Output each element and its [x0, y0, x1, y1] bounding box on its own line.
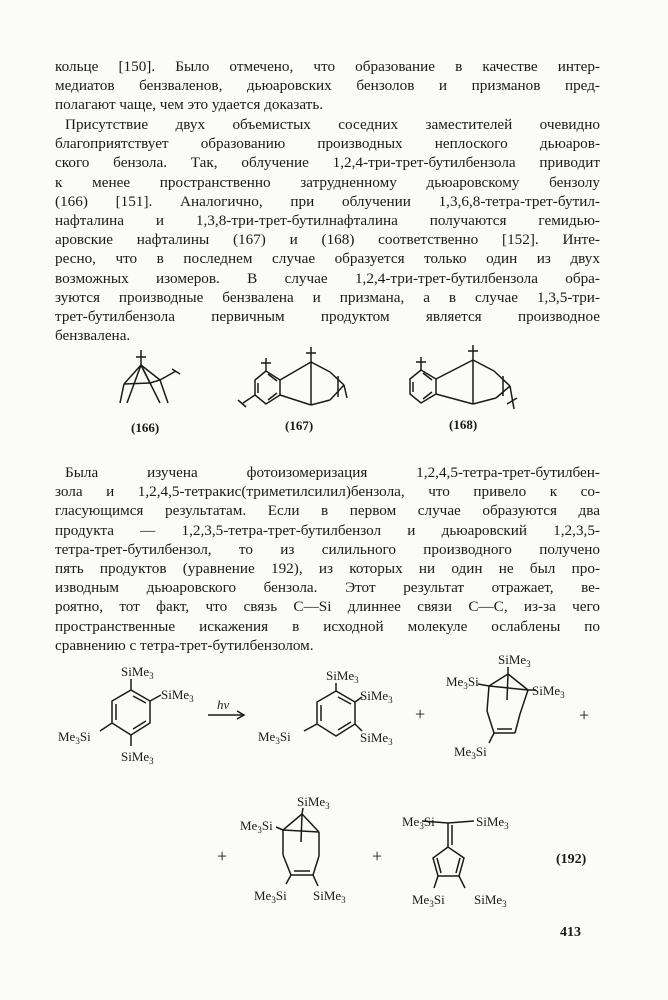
bond [100, 723, 112, 731]
text-line: ского бензола. Так, облучение 1,2,4-три-трет-бутилбензола приводит [55, 154, 600, 172]
p2-bottom-me3si: $Me_3Si$ [454, 744, 487, 761]
bond [510, 386, 514, 409]
text-line: гласующимся результатам. Если в первом случае образуются два [55, 502, 600, 520]
bond [437, 858, 441, 873]
p2-top-sime3: SiMe$_3$ [498, 652, 531, 669]
reactant-right-sime3: SiMe$_3$ [161, 687, 194, 704]
plus-4: + [372, 846, 383, 866]
bond [160, 380, 168, 403]
label-167: (167) [285, 418, 314, 433]
p3-left-me3si: $Me_3Si$ [240, 818, 273, 835]
bond [313, 875, 318, 886]
text-line: сравнению с тетра-трет-бутилбензолом. [55, 636, 314, 654]
text-line: роятно, тот факт, что связь C—Si длиннее связи C—C, из-за чего [55, 598, 600, 616]
p3-bottomleft-me3si: $Me_3Si$ [254, 888, 287, 905]
plus-3: + [217, 846, 228, 866]
text-line: благоприятствует образованию производных неплоского дьюаров- [55, 135, 600, 153]
text-line: изводным дьюаровского бензола. Этот результат отражает, ве- [55, 579, 600, 597]
text-line: кольце [150]. Было отмечено, что образование в качестве интер- [55, 58, 600, 75]
bond [280, 362, 311, 380]
text-line: медиатов бензваленов, дьюаровских бензолов и призманов пред- [55, 77, 600, 95]
text-line: аровские нафталины (167) и (168) соответственно [152]. Инте- [55, 231, 600, 249]
p4-bottomright-sime3: SiMe$_3$ [474, 892, 507, 909]
p1-lowright-sime3: SiMe$_3$ [360, 730, 393, 747]
text-line: полагают чаще, чем это удается доказать. [55, 96, 324, 114]
bond [515, 714, 520, 733]
bond [160, 371, 176, 380]
bond [283, 855, 291, 875]
p2-right-sime3: SiMe$_3$ [532, 683, 565, 700]
text-line: Была изучена фотоизомеризация 1,2,4,5-тетра-трет-бутилбен- [65, 464, 600, 481]
bond [489, 674, 508, 686]
bond [520, 690, 528, 714]
bond [456, 858, 460, 873]
bond [434, 876, 438, 888]
p3-top-sime3: SiMe$_3$ [297, 794, 330, 811]
text-line: Присутствие двух объемистых соседних заместителей очевидно [65, 116, 600, 133]
text-line: зуются производные бензвалена и призмана, а в случае 1,3,5-три- [55, 288, 600, 306]
bond [473, 398, 496, 404]
bond [436, 394, 473, 404]
reactant-left-me3si: $Me_3Si$ [58, 729, 91, 746]
bond [124, 365, 141, 384]
plus-1: + [415, 704, 426, 724]
bond [448, 821, 474, 823]
bond [459, 876, 465, 888]
text-line: пять продуктов (уравнение 192), из которых ни один не был про- [55, 560, 600, 578]
bond [436, 360, 473, 379]
bond [141, 365, 160, 403]
reactant-top-sime3: SiMe$_3$ [121, 664, 154, 681]
bond [494, 371, 510, 386]
scheme-reactant [58, 664, 194, 766]
bond [487, 711, 494, 733]
p1-right-sime3: SiMe$_3$ [360, 688, 393, 705]
ring [112, 690, 150, 735]
bond [344, 385, 347, 398]
bond [489, 733, 494, 743]
bond [311, 362, 330, 372]
page-number: 413 [560, 925, 581, 940]
bond [478, 684, 489, 686]
ring [317, 691, 355, 736]
text-line: продукта — 1,2,3,5-тетра-трет-бутилбензол и дьюаровский 1,2,3,5- [55, 521, 600, 539]
bond [286, 875, 291, 884]
bond [141, 365, 160, 380]
scheme-product-2 [446, 652, 565, 761]
bond [120, 384, 124, 403]
structure-168 [410, 345, 517, 409]
p2-left-me3si: $Me_3Si$ [446, 674, 479, 691]
structure-166 [120, 350, 180, 403]
text-line: возможных изомеров. В случае 1,2,4-три-трет-бутилбензола обра- [55, 269, 600, 287]
reaction-arrow [208, 697, 244, 719]
bond [276, 827, 283, 830]
bond [473, 360, 494, 371]
text-line: (166) [151]. Аналогично, при облучении 1,3,6,8-тетра-трет-бутил- [55, 192, 600, 210]
bond [124, 383, 150, 384]
arrow-label: hν [217, 697, 230, 712]
p4-bottomleft-me3si: $Me_3Si$ [412, 892, 445, 909]
structure-167 [238, 347, 347, 407]
p4-left-me3si: $Me_3Si$ [402, 814, 435, 831]
plus-2: + [579, 705, 590, 725]
scheme-product-4 [402, 814, 509, 909]
p1-left-me3si: $Me_3Si$ [258, 729, 291, 746]
bond [150, 380, 160, 383]
text-line: зола и 1,2,4,5-тетракис(триметилсилил)бензола, что привело к со- [55, 483, 600, 501]
scheme-product-1 [258, 668, 393, 747]
bond [489, 686, 528, 690]
bond [487, 686, 489, 711]
p1-top-sime3: SiMe$_3$ [326, 668, 359, 685]
equation-label: (192) [556, 852, 587, 867]
label-168: (168) [449, 417, 478, 432]
bond [280, 395, 311, 405]
reactant-bottom-sime3: SiMe$_3$ [121, 749, 154, 766]
bond [311, 400, 330, 405]
text-line: нафталина и 1,3,8-три-трет-бутилнафталина получаются гемидью- [55, 212, 600, 230]
scheme-product-3 [240, 794, 346, 905]
text-line: к менее пространственно затрудненному дьюаровскому бензолу [55, 173, 600, 191]
text-line: пространственные искажения в исходной молекуле ослаблены по [55, 617, 600, 635]
bond [283, 814, 302, 830]
bond [304, 724, 317, 731]
bond [313, 856, 319, 875]
bond [133, 721, 146, 729]
bond [302, 814, 319, 832]
text-line: ресно, что в последнем случае образуется только один из двух [55, 250, 600, 268]
p4-right-sime3: SiMe$_3$ [476, 814, 509, 831]
text-line: тетра-трет-бутилбензол, то из силильного производного получено [55, 540, 600, 558]
text-line: трет-бутилбензола первичным продуктом является производное [55, 308, 600, 326]
bond [243, 395, 255, 403]
p3-bottomright-sime3: SiMe$_3$ [313, 888, 346, 905]
bond [330, 385, 344, 400]
bond [150, 695, 161, 701]
bond [301, 814, 302, 842]
bond [507, 674, 508, 700]
text-line: бензвалена. [55, 327, 131, 345]
bond [338, 722, 351, 730]
label-166: (166) [131, 420, 160, 435]
bond [330, 372, 344, 385]
